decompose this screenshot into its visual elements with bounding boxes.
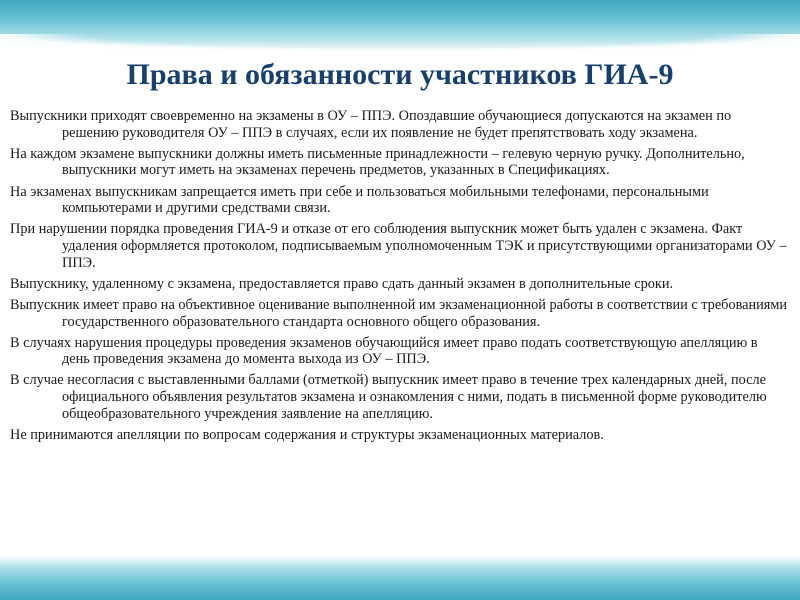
paragraph-objective-grading: Выпускник имеет право на объективное оценивание выполненной им экзаменационной работы в соответствии с требованиями государственного образовательного стандарта основного общего образования. [10,296,788,330]
paragraph-procedure-appeal: В случаях нарушения процедуры проведения экзаменов обучающийся имеет право подать соответствующую апелляцию в день проведения экзамена до момента выхода из ОУ – ППЭ. [10,334,758,368]
paragraph-prohibited-devices: На экзаменах выпускникам запрещается иметь при себе и пользоваться мобильными телефонами, персональными компьютерами и другими средствами связи. [10,183,709,217]
top-band-wave [0,34,800,52]
top-decorative-band [0,0,800,52]
paragraph-score-appeal: В случае несогласия с выставленными баллами (отметкой) выпускник имеет право в течение трех календарных дней, после официального объявления результатов экзамена и ознакомления с ними, подать в письменной форме руководителю общеобразовательного учреждения заявление на апелляцию. [10,372,767,422]
bottom-decorative-band [0,556,800,600]
paragraph-supplies: На каждом экзамене выпускники должны иметь письменные принадлежности – гелевую черную ручку. Дополнительно, выпускники могут иметь на экзаменах перечень предметов, указанных в Спецификациях. [10,145,745,179]
paragraph-appeal-exclusions: Не принимаются апелляции по вопросам содержания и структуры экзаменационных материалов. [10,426,604,443]
paragraph-arrival: Выпускники приходят своевременно на экзамены в ОУ – ППЭ. Опоздавшие обучающиеся допускаются на экзамен по решению руководителя ОУ – ППЭ в случаях, если их появление не будет препятствовать ходу экзамена. [10,108,732,141]
paragraph-retake-right: Выпускнику, удаленному с экзамена, предоставляется право сдать данный экзамен в дополнительные сроки. [10,275,674,292]
slide-title: Права и обязанности участников ГИА-9 [126,58,674,91]
slide-content [10,108,788,548]
paragraph-removal: При нарушении порядка проведения ГИА-9 и отказе от его соблюдения выпускник может быть удален с экзамена. Факт удаления оформляется протоколом, подписываемым уполномоченным ТЭК и присутствующими организаторами ОУ – ППЭ. [10,221,787,271]
